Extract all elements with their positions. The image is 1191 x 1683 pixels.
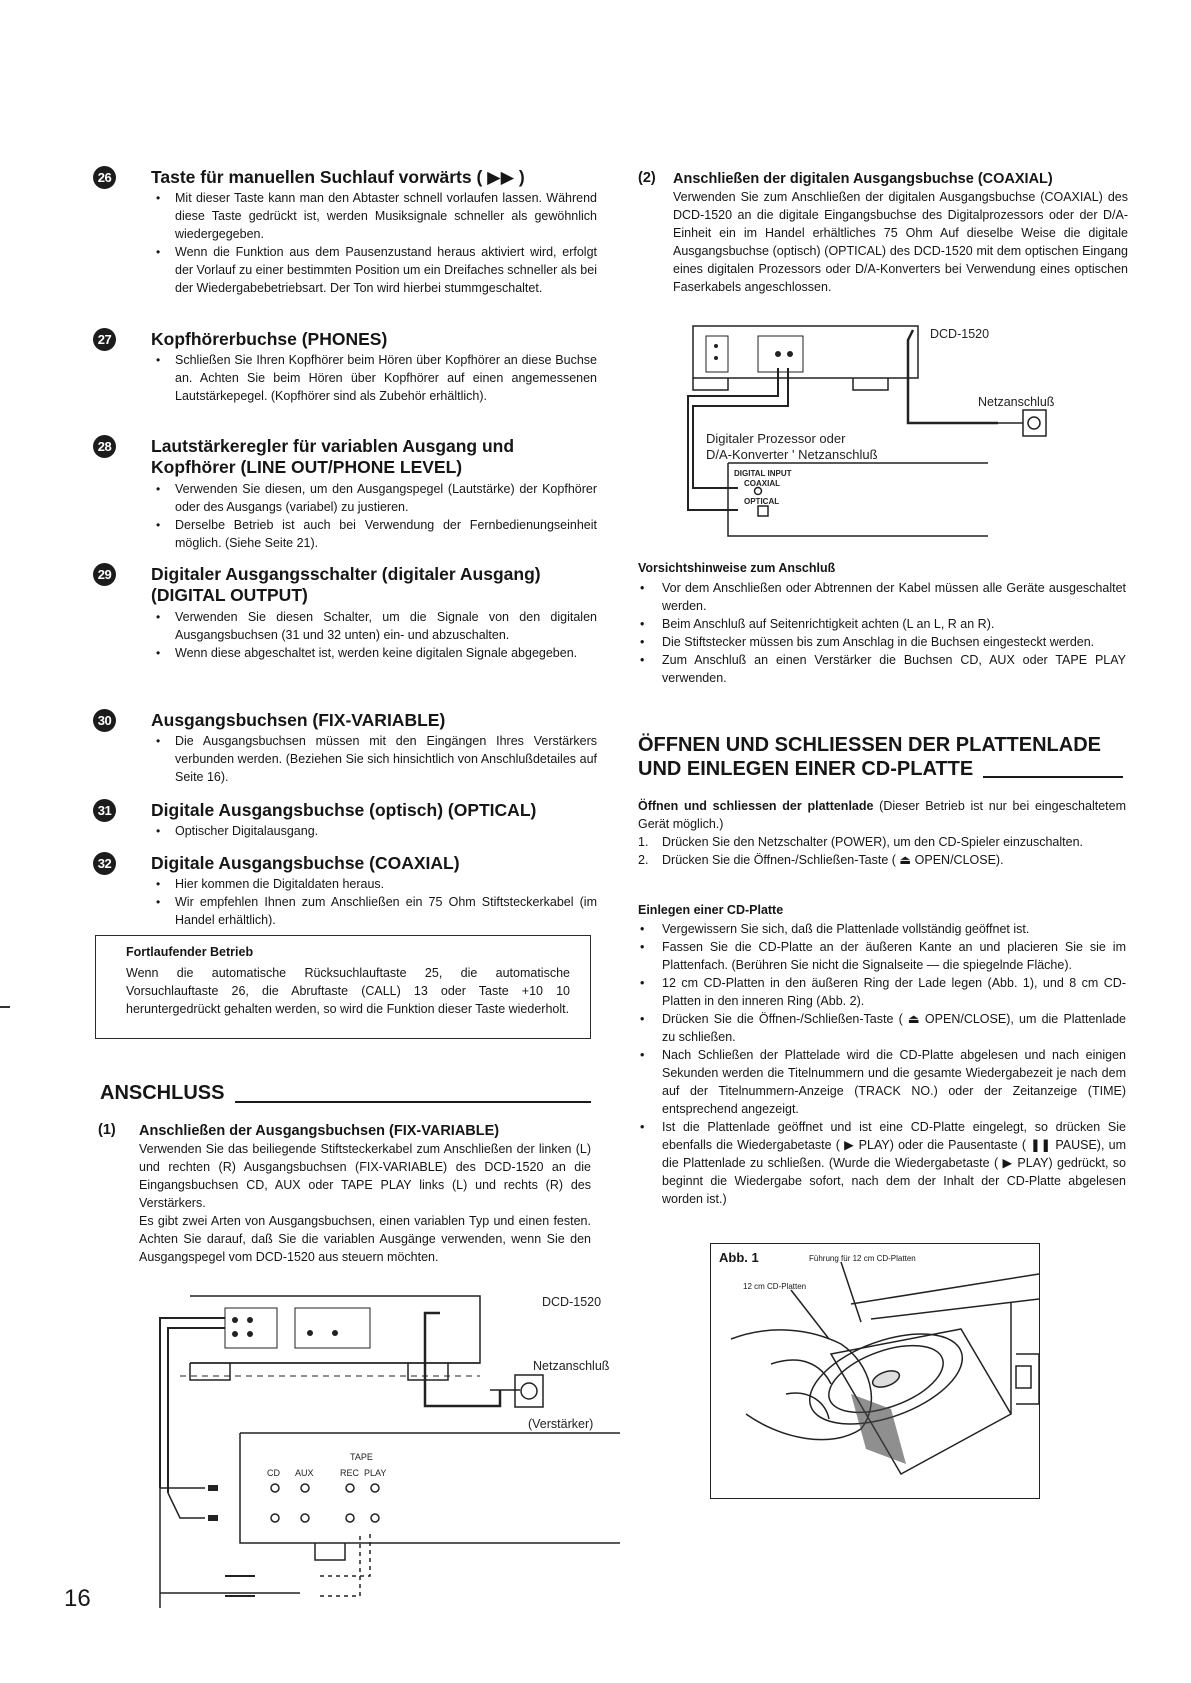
bullet-item: • Wir empfehlen Ihnen zum Anschließen ein 75 Ohm Stiftsteckerkabel (im Handel erhältlich). (155, 893, 597, 929)
oeffnen-heading-line2: UND EINLEGEN EINER CD-PLATTE (638, 758, 974, 780)
power-label: Netzanschluß (978, 395, 1055, 409)
aux-label: AUX (295, 1468, 314, 1478)
bullet-list (155, 875, 597, 929)
item-number: 32 (93, 852, 116, 875)
step-number: (1) (98, 1122, 116, 1138)
bullet-item: • Wenn die Funktion aus dem Pausenzustand heraus aktiviert wird, erfolgt der Vorlauf zu einer bestimmten Position um ein Dreifaches schneller als bei der Wiedergabebetriebsart. Der Ton wird hierbei stummgeschaltet. (155, 243, 597, 297)
step-item (638, 833, 1126, 851)
figure-abb-1 (710, 1243, 1040, 1499)
step-num: 2. (638, 853, 649, 867)
device-label: DCD-1520 (930, 327, 990, 341)
processor-label-line2: D/A-Konverter ' Netzanschluß (706, 447, 878, 462)
step2-text: Verwenden Sie zum Anschließen der digitalen Ausgangsbuchse (COAXIAL) des DCD-1520 an die digitale Eingangsbuchse des Digitalprozessors oder der D/A-Einheit ein im Handel erhältliches 75 Ohm Auf dieselbe Weise die digitale Ausgangsbuchse (optisch) (OPTICAL) des DCD-1520 mit dem optischen Eingang eines digitalen Prozessors oder D/A-Konverters bei Verwendung eines optischen Faserkabels angeschlossen. (673, 190, 1128, 294)
step1-text-2: Es gibt zwei Arten von Ausgangsbuchsen, einen variablen Typ und einen festen. Achten Sie darauf, daß Sie die variablen Ausgänge verwenden, wenn Sie den Ausgangspegel vom DCD-1520 aus steuern möchten. (139, 1214, 591, 1264)
intro-rest: (Dieser Betrieb ist nur bei eingeschaltetem Gerät möglich.) (638, 799, 1126, 831)
step-text: Drücken Sie den Netzschalter (POWER), um den CD-Spieler einzuschalten. (662, 835, 1084, 849)
optical-label: OPTICAL (744, 497, 780, 506)
power-label: Netzanschluß (533, 1359, 610, 1373)
step-num: 1. (638, 835, 649, 849)
item-title: Lautstärkeregler für variablen Ausgang und Kopfhörer (LINE OUT/PHONE LEVEL) (151, 436, 515, 477)
coaxial-label: COAXIAL (744, 479, 780, 488)
bullet-item: • Schließen Sie Ihren Kopfhörer beim Hören über Kopfhörer an diese Buchse an. Achten Sie beim Hören über Kopfhörer auf einen angemessenen Lautstärkepegel. (Kopfhörer sind als Zubehör erhältlich). (155, 351, 597, 405)
bullet-item: • Nach Schließen der Plattelade wird die CD-Platte abgelesen und nach einigen Sekunden werden die Titelnummern und die gesamte Wiedergabezeit je nach dem auf der Titelnummern-Anzeige (TRACK NO.) oder der Zeitanzeige (TIME) entsprechend angezeigt. (638, 1046, 1126, 1118)
intro-bold: Öffnen und schliessen der plattenlade (638, 799, 874, 813)
item-title: Kopfhörerbuchse (PHONES) (151, 329, 388, 349)
margin-mark (0, 1006, 10, 1008)
bullet-item: • Drücken Sie die Öffnen-/Schließen-Taste ( ⏏ OPEN/CLOSE), um die Plattenlade zu schließen. (638, 1010, 1126, 1046)
bullet-item: • Verwenden Sie diesen Schalter, um die Signale von den digitalen Ausgangsbuchsen (31 und 32 unten) ein- und abzuschalten. (155, 608, 597, 644)
oeffnen-heading-line1: ÖFFNEN UND SCHLIESSEN DER PLATTENLADE (638, 734, 1101, 756)
bullet-list (155, 732, 597, 786)
figure-caption-disc: 12 cm CD-Platten (743, 1282, 807, 1291)
disc-tray-illustration (711, 1244, 1039, 1498)
digital-connection-diagram (668, 318, 1148, 548)
step-text: Drücken Sie die Öffnen-/Schließen-Taste ( ⏏ OPEN/CLOSE). (662, 853, 1004, 867)
item-number: 31 (93, 799, 116, 822)
item-title: Digitaler Ausgangsschalter (digitaler Ausgang) (DIGITAL OUTPUT) (151, 564, 541, 605)
item-title: Digitale Ausgangsbuchse (COAXIAL) (151, 853, 460, 873)
figure-label: Abb. 1 (719, 1250, 759, 1265)
step-number: (2) (638, 170, 656, 186)
bullet-item: • Derselbe Betrieb ist auch bei Verwendung der Fernbedienungseinheit möglich. (Siehe Seite 21). (155, 516, 597, 552)
cd-label: CD (267, 1468, 280, 1478)
einlegen-list (638, 920, 1126, 1208)
einlegen-title: Einlegen einer CD-Platte (638, 903, 784, 917)
item-number: 26 (93, 166, 116, 189)
play-label: PLAY (364, 1468, 387, 1478)
amplifier-connection-diagram (150, 1288, 620, 1618)
bullet-item: • Beim Anschluß auf Seitenrichtigkeit achten (L an L, R an R). (638, 615, 1126, 633)
bullet-item: • Vergewissern Sie sich, daß die Plattenlade vollständig geöffnet ist. (638, 920, 1126, 938)
item-title: Ausgangsbuchsen (FIX-VARIABLE) (151, 710, 446, 730)
processor-label-line1: Digitaler Prozessor oder (706, 431, 846, 446)
digital-input-label: DIGITAL INPUT (734, 469, 792, 478)
step2-title: Anschließen der digitalen Ausgangsbuchse (COAXIAL) (673, 171, 1053, 187)
bullet-list (155, 608, 597, 662)
page-number: 16 (64, 1585, 91, 1612)
bullet-item: • Verwenden Sie diesen, um den Ausgangspegel (Lautstärke) der Kopfhörer oder des Ausgangs (variabel) zu justieren. (155, 480, 597, 516)
bullet-item: • Fassen Sie die CD-Platte an der äußeren Kante an und placieren Sie sie im Plattenfach. (Berühren Sie nicht die Signalseite — die spiegelnde Fläche). (638, 938, 1126, 974)
bullet-item: • Optischer Digitalausgang. (155, 822, 597, 840)
oeffnen-intro (638, 797, 1126, 833)
oeffnen-steps (638, 833, 1126, 869)
bullet-list (155, 822, 597, 840)
item-number: 27 (93, 328, 116, 351)
bullet-list (155, 480, 597, 552)
bullet-list (155, 189, 597, 297)
note-text: Wenn die automatische Rücksuchlauftaste 25, die automatische Vorsuchlauftaste 26, die Abruftaste (CALL) 13 oder Taste +10 10 heruntergedrückt gehalten werden, so wird die Funktion dieser Taste wiederholt. (126, 966, 570, 1016)
tape-label: TAPE (350, 1452, 373, 1462)
bullet-item: • Die Stiftstecker müssen bis zum Anschlag in die Buchsen eingesteckt werden. (638, 633, 1126, 651)
item-title: Digitale Ausgangsbuchse (optisch) (OPTICAL) (151, 800, 537, 820)
bullet-list (155, 351, 597, 405)
bullet-item: • Zum Anschluß an einen Verstärker die Buchsen CD, AUX oder TAPE PLAY verwenden. (638, 651, 1126, 687)
item-number: 29 (93, 563, 116, 586)
step1-text-1: Verwenden Sie das beiliegende Stiftsteckerkabel zum Anschließen der linken (L) und rechten (R) Ausgangsbuchsen (FIX-VARIABLE) des DCD-1520 an die Eingangsbuchsen CD, AUX oder TAPE PLAY links (L) und rechts (R) des Verstärkers. (139, 1142, 591, 1210)
item-number: 28 (93, 435, 116, 458)
step1-title: Anschließen der Ausgangsbuchsen (FIX-VARIABLE) (139, 1123, 500, 1139)
bullet-item: • Vor dem Anschließen oder Abtrennen der Kabel müssen alle Geräte ausgeschaltet werden. (638, 579, 1126, 615)
bullet-item: • Mit dieser Taste kann man den Abtaster schnell vorlaufen lassen. Während diese Taste gedrückt ist, werden Musiksignale schneller als gewöhnlich wiedergegeben. (155, 189, 597, 243)
vorsicht-list (638, 579, 1126, 687)
rec-label: REC (340, 1468, 360, 1478)
bullet-item: • Ist die Plattenlade geöffnet und ist eine CD-Platte eingelegt, so drücken Sie ebenfalls die Wiedergabetaste ( ▶ PLAY) oder die Pausentaste ( ❚❚ PAUSE), um die Plattenlade zu schließen. (Wurde die Wiedergabetaste ( ▶ PLAY) gedrückt, so beginnt die Wiedergabe sofort, nach dem der Inhalt der CD-Platte abgelesen worden ist.) (638, 1118, 1126, 1208)
continuous-operation-note (95, 935, 591, 1039)
item-title: Taste für manuellen Suchlauf vorwärts ( ▶▶ ) (151, 167, 525, 187)
bullet-item: • 12 cm CD-Platten in den äußeren Ring der Lade legen (Abb. 1), und 8 cm CD-Platten in den inneren Ring (Abb. 2). (638, 974, 1126, 1010)
figure-caption-guide: Führung für 12 cm CD-Platten (809, 1254, 916, 1263)
device-label: DCD-1520 (542, 1295, 602, 1309)
bullet-item: • Die Ausgangsbuchsen müssen mit den Eingängen Ihres Verstärkers verbunden werden. (Beziehen Sie sich hinsichtlich von Anschlußdetailes auf Seite 16). (155, 732, 597, 786)
item-number: 30 (93, 709, 116, 732)
vorsicht-title: Vorsichtshinweise zum Anschluß (638, 561, 836, 575)
amplifier-label: (Verstärker) (528, 1417, 594, 1431)
bullet-item: • Wenn diese abgeschaltet ist, werden keine digitalen Signale abgegeben. (155, 644, 597, 662)
anschluss-heading: ANSCHLUSS (100, 1082, 225, 1104)
heading-rule (235, 1101, 591, 1103)
bullet-item: • Hier kommen die Digitaldaten heraus. (155, 875, 597, 893)
heading-rule (983, 776, 1123, 778)
step-item (638, 851, 1126, 869)
note-title: Fortlaufender Betrieb (126, 945, 254, 959)
